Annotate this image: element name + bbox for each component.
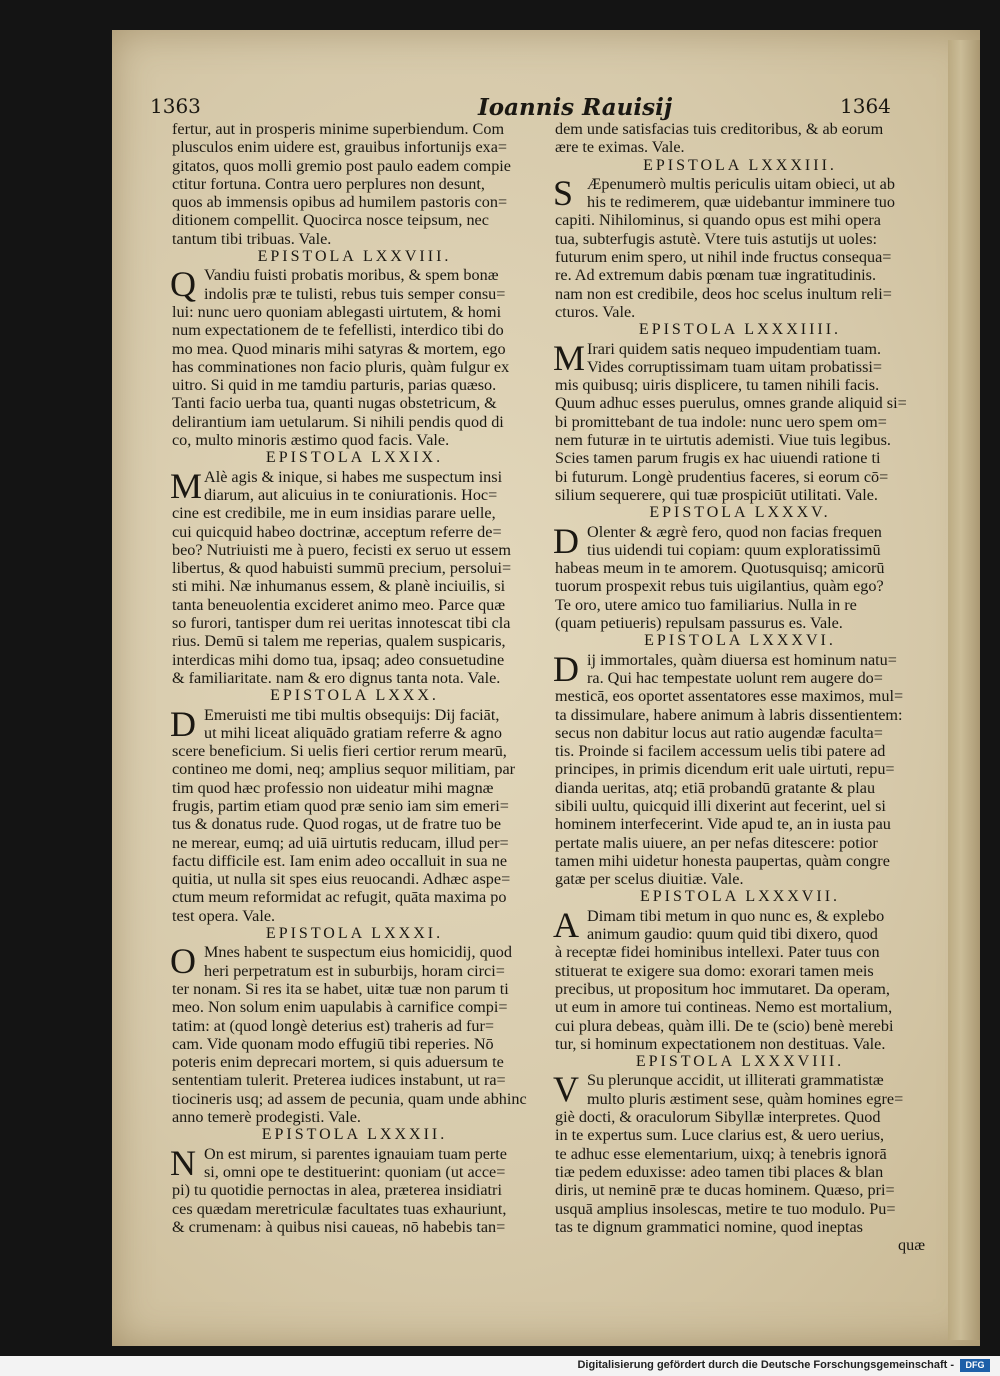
page-number-right: 1364 — [840, 94, 891, 118]
text-line: test opera. Vale. — [172, 906, 276, 925]
epistle-title: EPISTOLA LXXXVI. — [644, 632, 836, 650]
text-line: sti mihi. Næ inhumanus essem, & planè inciuilis, si — [172, 577, 506, 596]
text-line: tiæ pedem eduxisse: adeo tamen tibi places & blan — [555, 1162, 884, 1181]
text-line: silium sequerere, qui tuæ prospiciūt utilitati. Vale. — [555, 485, 878, 504]
text-line: te adhuc esse elementarium, uixq; à tenebris ignorā — [555, 1144, 887, 1163]
text-line: futurum enim spero, ut nihil inde fructus consequa= — [555, 248, 892, 267]
text-line: cine est credibile, me in eum insidias parare uelle, — [172, 504, 496, 523]
text-line: Quum adhuc esses puerulus, omnes grande aliquid si= — [555, 394, 907, 413]
text-line: ter nonam. Si res ita se habet, uitæ tuæ non parum ti — [172, 979, 509, 998]
text-line: dianda ueritas, atq; etiā probandū gratante & plau — [555, 778, 876, 797]
epistle-title: EPISTOLA LXXXI. — [265, 925, 444, 943]
text-line: heri perpetratum est in suburbijs, horam circi= — [204, 961, 505, 980]
text-line: pertate malis uiuere, an per nefas ditescere: potior — [555, 833, 878, 852]
text-line: cam. Vide quonam modo effugiū tibi reperies. Nō — [172, 1034, 494, 1053]
text-line: has comminationes non facio pluris, quàm fulgur ex — [172, 357, 510, 376]
text-line: ctitur fortuna. Contra uero perplures non desunt, — [172, 174, 485, 193]
text-line: ij immortales, quàm diuersa est hominum natu= — [587, 650, 897, 669]
drop-initial: M — [170, 465, 203, 506]
text-line: Irari quidem satis nequeo impudentiam tuam. — [587, 339, 881, 358]
epistle-body — [555, 1071, 925, 1236]
text-line: hominem interfecerint. Vide apud te, an in iusta pau — [555, 815, 891, 834]
text-line: Te oro, utere amico tuo familiarius. Nulla in re — [555, 595, 857, 614]
text-line: tius uidendi tui copiam: quum exploratissimū — [587, 540, 881, 559]
text-line: tiocineris usq; ad assem de pecunia, quam unde abhinc — [172, 1089, 527, 1108]
text-line: lui: nunc uero quoniam ablegasti uirtutem, & homi — [172, 302, 502, 321]
text-line: Scies tamen parum frugis ex hac uiuendi ratione ti — [555, 449, 881, 468]
text-line: meo. Non solum enim uapulabis à carnifice compi= — [172, 998, 508, 1017]
page-number-left: 1363 — [150, 94, 201, 118]
text-line: gatæ per scelus diuitiæ. Vale. — [555, 870, 744, 889]
text-line: ære te eximas. Vale. — [555, 138, 685, 157]
drop-initial: D — [170, 703, 196, 744]
text-line: ut mihi liceat aliquādo gratiam referre & agno — [204, 723, 502, 742]
catchword: quæ — [898, 1236, 925, 1255]
funding-notice: Digitalisierung gefördert durch die Deutsche Forschungsgemeinschaft - — [577, 1359, 954, 1371]
text-line: tua, subterfugis astutè. Vtere tuis astutijs ut uoles: — [555, 229, 878, 248]
text-line: indolis præ te tulisti, rebus tuis semper consu= — [204, 284, 506, 303]
text-line: Dimam tibi metum in quo nunc es, & explebo — [587, 906, 885, 925]
text-line: ta dissimulare, habere animum à labris dissentientem: — [555, 705, 903, 724]
right-column — [555, 120, 925, 1254]
text-line: tatim: at (quod longè deterius est) traheris ad fur= — [172, 1016, 494, 1035]
text-line: quitia, ut nulla sit spes eius reuocandi. Adhæc aspe= — [172, 870, 511, 889]
text-line: precibus, ut propositum hoc immutaret. Da operam, — [555, 979, 890, 998]
text-line: nam non est credibile, deos hoc scelus inultum reli= — [555, 284, 892, 303]
dfg-logo: DFG — [960, 1359, 990, 1372]
epistle-body — [172, 266, 537, 449]
text-line: capiti. Nihilominus, si quando opus est mihi opera — [555, 211, 881, 230]
text-line: num expectationem de te fefellisti, interdico tibi do — [172, 321, 504, 340]
text-line: Vandiu fuisti probatis moribus, & spem bonæ — [204, 266, 499, 285]
text-line: bi promittebant de tua indole: nunc uero spem om= — [555, 412, 887, 431]
text-line: Tanti facio uerba tua, quanti nugas obstetricum, & — [172, 394, 497, 413]
text-line: si, omni ope te destituerint: quoniam (ut acce= — [204, 1162, 506, 1181]
text-line: ctum meum reformidat ac refugit, quāta maxima po — [172, 888, 507, 907]
text-line: co, multo minoris æstimo quod facis. Vale. — [172, 431, 450, 450]
text-line: Olenter & ægrè fero, quod non facias frequen — [587, 522, 882, 541]
text-line: Alè agis & inique, si habes me suspectum insi — [204, 467, 503, 486]
drop-initial: D — [553, 520, 579, 561]
text-line: à receptæ fidei hominibus intellexi. Pater tuus con — [555, 943, 880, 962]
text-line: his te redimerem, quæ uidebantur imminere tuo — [587, 193, 895, 212]
text-line: diarum, aut alicuius in te coniurationis. Hoc= — [204, 485, 498, 504]
epistle-title: EPISTOLA LXXXII. — [261, 1126, 448, 1144]
text-line: tim quod hæc professio non uideatur mihi magnæ — [172, 778, 494, 797]
text-line: bi futurum. Longè prudentius faceres, si eorum cō= — [555, 467, 889, 486]
text-line: ut eum in amore tui contineas. Nemo est mortalium, — [555, 998, 893, 1017]
text-line: scere beneficium. Si uelis fieri certior rerum mearū, — [172, 742, 507, 761]
epistle-body — [172, 943, 537, 1126]
text-line: principes, in primis dicendum erit uale uirtuti, repu= — [555, 760, 895, 779]
text-line: anno temerè prodegisti. Vale. — [172, 1108, 361, 1127]
text-line: sententiam tulerit. Preterea iudices instabunt, ut ra= — [172, 1071, 506, 1090]
text-line: tanta beneuolentia excideret animo meo. Parce quæ — [172, 595, 506, 614]
text-line: interdicas mihi domo tua, ipsaq; adeo consuetudine — [172, 650, 505, 669]
drop-initial: N — [170, 1142, 196, 1183]
text-line: tuorum prospexit rebus tuis uigilantius, quàm ego? — [555, 577, 884, 596]
text-line: usquā amplius insolescas, metire te tuo modulo. Pu= — [555, 1199, 896, 1218]
epistle-title: EPISTOLA LXXXV. — [649, 504, 831, 522]
text-line: gitatos, quos molli gremio post paulo eadem compie — [172, 156, 511, 175]
text-line: frugis, partim etiam quod præ senio iam sim emeri= — [172, 796, 509, 815]
text-line: sibili uultu, quicquid illi dixerint aut fecerint, uel si — [555, 796, 886, 815]
text-line: & crumenam: à quibus nisi caueas, nō habebis tan= — [172, 1217, 506, 1236]
epistle-title: EPISTOLA LXXX. — [270, 687, 439, 705]
text-line: tas te dignum grammatici nomine, quod ineptas — [555, 1217, 863, 1236]
text-line: fertur, aut in prosperis minime superbiendum. Com — [172, 120, 505, 138]
text-line: ne merear, eumq; ad uiā uirtutis reducam, illud per= — [172, 833, 509, 852]
drop-initial: S — [553, 172, 574, 213]
epistle-body — [553, 337, 925, 505]
drop-initial: V — [553, 1069, 579, 1110]
text-line: tis. Proinde si facilem accessum uelis tibi patere ad — [555, 742, 886, 761]
text-line: dem unde satisfacias tuis creditoribus, & ab eorum — [555, 120, 884, 138]
text-line: tus & donatus rude. Quod rogas, ut de fratre tuo be — [172, 815, 502, 834]
text-line: stituerat te exigere sua domo: exorari tamen meis — [555, 961, 874, 980]
epistle-title: EPISTOLA LXXXIII. — [643, 156, 837, 174]
text-line: nem futuræ in te uirtutis ademisti. Viue tuis legibus. — [555, 431, 891, 450]
text-line: contineo me domi, neq; amplius sequor militiam, par — [172, 760, 516, 779]
epistle-title: EPISTOLA LXXXIIII. — [638, 321, 842, 339]
text-line: tantum tibi tribuas. Vale. — [172, 229, 332, 248]
footer-bar — [0, 1356, 1000, 1376]
text-line: animum gaudio: quum quid tibi dixero, quod — [587, 925, 878, 944]
text-line: plusculos enim uidere est, grauibus infortunijs exa= — [172, 138, 508, 157]
text-line: libertus, & quod habuisti summū precium, persolui= — [172, 559, 512, 578]
text-line: cturos. Vale. — [555, 302, 636, 321]
epistle-title: EPISTOLA LXXVIII. — [257, 248, 452, 266]
epistle-body — [170, 465, 537, 688]
text-line: so furori, tantisper dum rei ueritas innotescat tibi cla — [172, 614, 511, 633]
text-line: secus non dabitur locus aut ratio augendæ faculta= — [555, 723, 883, 742]
text-line: multo pluris æstiment sese, quàm homines egre= — [587, 1089, 904, 1108]
text-line: mis quibusq; uiris displicere, tu tamen nihili facis. — [555, 376, 880, 395]
text-line: rius. Demū si talem me reperias, qualem suspicaris, — [172, 632, 506, 651]
text-line: Æpenumerò multis periculis uitam obieci, ut ab — [587, 174, 895, 193]
text-line: Su plerunque accidit, ut illiterati grammatistæ — [587, 1071, 884, 1090]
text-line: beo? Nutriuisti me à puero, fecisti ex seruo ut essem — [172, 540, 511, 559]
epistle-title: EPISTOLA LXXXVII. — [639, 888, 841, 906]
running-head: Ioannis Rauisij — [478, 94, 673, 121]
drop-initial: O — [170, 941, 196, 982]
text-line: tur, si hominum expectationem non destituas. Vale. — [555, 1034, 886, 1053]
epistle-title: EPISTOLA LXXIX. — [265, 449, 444, 467]
text-line: poteris enim deprecari mortem, si quis aduersum te — [172, 1053, 504, 1072]
text-line: giè docti, & oraculorum Sibyllæ interpretes. Quod — [555, 1108, 881, 1127]
epistle-body — [553, 648, 925, 889]
text-line: delirantium iam uetularum. Si nihili pendis quod di — [172, 412, 504, 431]
page-edge — [948, 40, 980, 1340]
text-line: ra. Qui hac tempestate uolunt rem augere do= — [587, 668, 883, 687]
text-line: pi) tu quotidie pernoctas in alea, præterea insidiatri — [172, 1181, 502, 1200]
text-line: (quam petiueris) repulsam passurus es. Vale. — [555, 614, 843, 633]
text-line: mo mea. Quod minaris mihi satyras & mortem, ego — [172, 339, 506, 358]
text-line: cui quicquid habeo doctrinæ, acceptum referre de= — [172, 522, 502, 541]
text-line: in te expertus sum. Luce clarius est, & uero uerius, — [555, 1126, 885, 1145]
text-line: uitro. Si quid in me tamdiu parturis, parias quæso. — [172, 376, 497, 395]
epistle-body — [553, 904, 925, 1053]
epistle-body — [553, 172, 925, 321]
epistle-body — [170, 1142, 537, 1236]
text-line: Emeruisti me tibi multis obsequijs: Dij faciāt, — [204, 705, 500, 724]
text-line: quos ab immensis opibus ad humilem pastoris con= — [172, 193, 508, 212]
epistle-title: EPISTOLA LXXXVIII. — [635, 1053, 845, 1071]
text-line: factu difficile est. Iam enim adeo occalluit in sua ne — [172, 851, 508, 870]
epistle-body — [553, 520, 925, 633]
epistle-body — [170, 703, 537, 926]
drop-initial: Q — [170, 264, 196, 305]
text-line: & familiaritate. nam & ero dignus tanta nota. Vale. — [172, 668, 501, 687]
drop-initial: D — [553, 648, 579, 689]
text-line: Vides corruptissimam tuam uitam probatissi= — [587, 357, 882, 376]
text-line: mesticā, eos oportet assentatores esse maximos, mul= — [555, 687, 904, 706]
text-line: Mnes habent te suspectum eius homicidij, quod — [204, 943, 512, 962]
text-line: re. Ad extremum dabis pœnam tuæ ingratitudinis. — [555, 266, 877, 285]
text-line: ces quædam meretriculæ facultates tuas exhauriunt, — [172, 1199, 507, 1218]
drop-initial: M — [553, 337, 586, 378]
text-line: ditionem compellit. Quocirca nosce teipsum, nec — [172, 211, 489, 230]
text-line: On est mirum, si parentes ignauiam tuam perte — [204, 1144, 507, 1163]
text-line: tamen mihi uidetur honesta paupertas, quàm congre — [555, 851, 890, 870]
left-column — [172, 120, 537, 1236]
drop-initial: A — [553, 904, 579, 945]
text-line: habeas meum in te amorem. Quotusquisq; amicorū — [555, 559, 885, 578]
text-line: diris, ut neminē præ te ducas hominem. Quæso, pri= — [555, 1181, 895, 1200]
text-line: cui plura debeas, quàm illi. De te (scio) benè merebi — [555, 1016, 894, 1035]
